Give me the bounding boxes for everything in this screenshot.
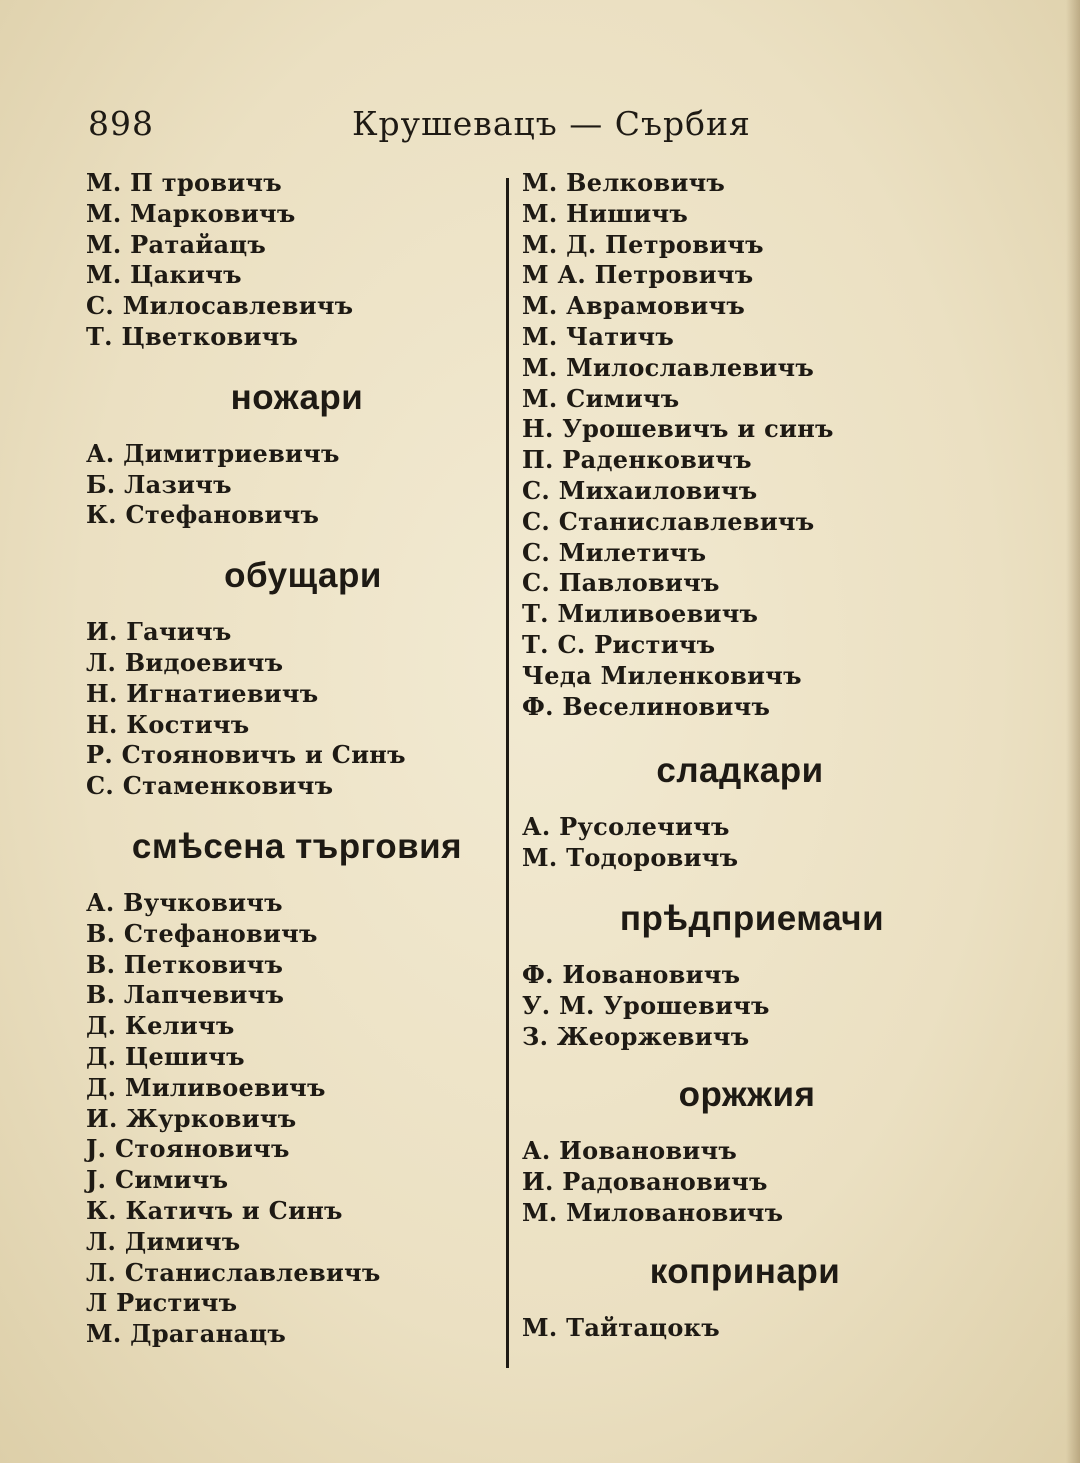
list-item: Ф. Иовановичъ: [522, 959, 741, 989]
list-item: Л. Видоевичъ: [86, 647, 284, 677]
running-title: Крушевацъ — Сърбия: [352, 104, 751, 143]
list-item: М. Ратайацъ: [86, 229, 267, 259]
list-item: М А. Петровичъ: [522, 260, 754, 290]
list-item: Т. С. Ристичъ: [522, 629, 716, 659]
list-item: С. Павловичъ: [522, 568, 720, 598]
list-item: Д. Келичъ: [86, 1011, 235, 1041]
list-item: В. Лапчевичъ: [86, 980, 285, 1010]
list-item: Л Ристичъ: [86, 1288, 238, 1318]
section-heading-sladkari: сладкари: [656, 751, 824, 791]
page-header: [88, 104, 768, 154]
list-item: М. Марковичъ: [86, 198, 296, 228]
list-item: В. Стефановичъ: [86, 918, 318, 948]
list-item: М. Тодоровичъ: [522, 843, 739, 873]
list-item: Ј. Симичъ: [86, 1165, 229, 1195]
list-item: С. Стаменковичъ: [86, 771, 334, 801]
left-column: [86, 168, 496, 1350]
list-item: М. Цакичъ: [86, 260, 242, 290]
section-heading-koprinari: копринари: [649, 1251, 841, 1291]
list-item: И. Радовановичъ: [522, 1167, 768, 1197]
list-item: К. Стефановичъ: [86, 500, 320, 530]
list-item: Л. Димичъ: [86, 1226, 241, 1256]
section-heading-smesena-targovia: смѣсена търговия: [131, 826, 463, 866]
list-item: Р. Стояновичъ и Синъ: [86, 740, 406, 770]
list-item: Л. Станиславлевичъ: [86, 1257, 381, 1287]
list-item: И. Журковичъ: [86, 1103, 297, 1133]
list-item: М. Д. Петровичъ: [522, 229, 764, 259]
list-item: Н. Костичъ: [86, 709, 250, 739]
list-item: А. Русолечичъ: [522, 812, 730, 842]
list-item: Ф. Веселиновичъ: [522, 691, 771, 721]
list-item: М. Драганацъ: [86, 1319, 287, 1349]
page-number: 898: [88, 104, 154, 143]
section-heading-obushtari: обущари: [224, 556, 382, 596]
column-divider: [506, 178, 509, 1368]
list-item: А. Вучковичъ: [86, 887, 283, 917]
list-item: П. Раденковичъ: [522, 445, 752, 475]
list-item: Д. Миливоевичъ: [86, 1072, 326, 1102]
list-item: М. Аврамовичъ: [522, 291, 746, 321]
section-heading-nozhari: ножари: [230, 377, 364, 417]
list-item: М. Чатичъ: [522, 321, 675, 351]
list-item: С. Милосавлевичъ: [86, 291, 354, 321]
section-heading-orzhiya: оржжия: [678, 1075, 816, 1115]
page-edge-shadow: [1066, 0, 1080, 1463]
list-item: К. Катичъ и Синъ: [86, 1195, 343, 1225]
list-item: З. Жеоржевичъ: [522, 1021, 750, 1051]
list-item: М. Нишичъ: [522, 198, 689, 228]
section-heading-predpriemachi: прѣдприемачи: [619, 898, 885, 938]
list-item: Т. Цветковичъ: [86, 321, 299, 351]
list-item: А. Димитриевичъ: [86, 438, 340, 468]
list-item: Д. Цешичъ: [86, 1041, 245, 1071]
list-item: М. П тровичъ: [86, 168, 283, 197]
list-item: У. М. Урошевичъ: [522, 990, 770, 1020]
list-item: В. Петковичъ: [86, 949, 284, 979]
right-column: [522, 168, 942, 1344]
list-item: С. Милетичъ: [522, 537, 707, 567]
list-item: Б. Лазичъ: [86, 469, 232, 499]
list-item: А. Иовановичъ: [522, 1136, 738, 1166]
list-item: Чеда Миленковичъ: [522, 660, 802, 690]
list-item: С. Михаиловичъ: [522, 475, 758, 505]
list-item: Т. Миливоевичъ: [522, 599, 759, 629]
list-item: С. Станиславлевичъ: [522, 506, 815, 536]
list-item: М. Тайтацокъ: [522, 1312, 720, 1342]
list-item: М. Велковичъ: [522, 168, 726, 197]
list-item: М. Милославлевичъ: [522, 352, 815, 382]
list-item: М. Симичъ: [522, 383, 680, 413]
list-item: М. Миловановичъ: [522, 1197, 784, 1227]
list-item: Н. Урошевичъ и синъ: [522, 414, 834, 444]
list-item: Ј. Стояновичъ: [86, 1134, 290, 1164]
list-item: И. Гачичъ: [86, 617, 232, 647]
list-item: Н. Игнатиевичъ: [86, 678, 319, 708]
